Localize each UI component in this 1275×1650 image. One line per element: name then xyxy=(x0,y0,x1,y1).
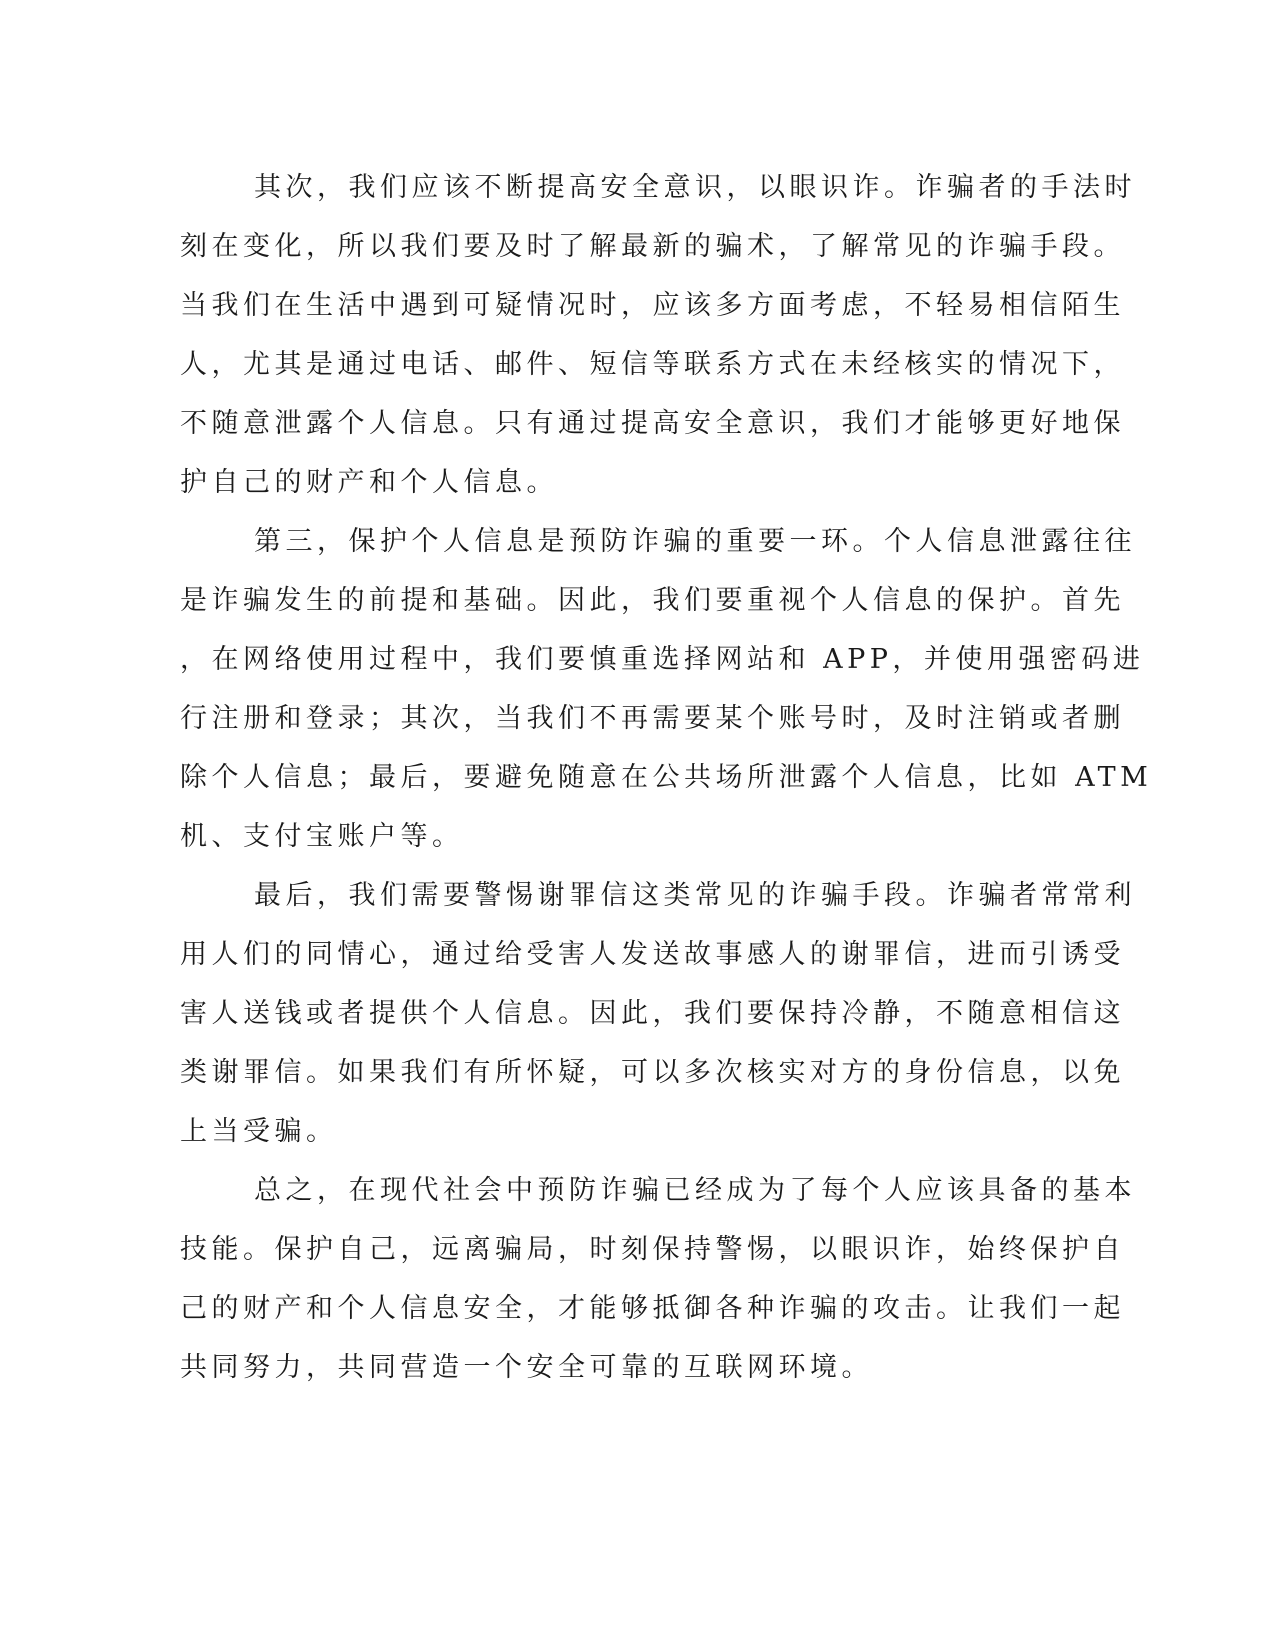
paragraph-1-line-1: 其次，我们应该不断提高安全意识，以眼识诈。诈骗者的手法时 xyxy=(254,172,1136,203)
paragraph-3-line-4: 类谢罪信。如果我们有所怀疑，可以多次核实对方的身份信息，以免 xyxy=(180,1057,1125,1088)
paragraph-1-line-5: 不随意泄露个人信息。只有通过提高安全意识，我们才能够更好地保 xyxy=(180,408,1125,439)
paragraph-4-line-2: 技能。保护自己，远离骗局，时刻保持警惕，以眼识诈，始终保护自 xyxy=(180,1234,1125,1265)
paragraph-3-line-1: 最后，我们需要警惕谢罪信这类常见的诈骗手段。诈骗者常常利 xyxy=(254,880,1136,911)
paragraph-3-line-5: 上当受骗。 xyxy=(180,1116,338,1147)
paragraph-4-line-4: 共同努力，共同营造一个安全可靠的互联网环境。 xyxy=(180,1352,873,1383)
paragraph-4-line-3: 己的财产和个人信息安全，才能够抵御各种诈骗的攻击。让我们一起 xyxy=(180,1293,1125,1324)
paragraph-2-line-6: 机、支付宝账户等。 xyxy=(180,821,464,852)
paragraph-1-line-3: 当我们在生活中遇到可疑情况时，应该多方面考虑，不轻易相信陌生 xyxy=(180,290,1125,321)
paragraph-4-line-1: 总之，在现代社会中预防诈骗已经成为了每个人应该具备的基本 xyxy=(254,1175,1136,1206)
paragraph-2-line-4: 行注册和登录；其次，当我们不再需要某个账号时，及时注销或者删 xyxy=(180,703,1125,734)
paragraph-3-line-3: 害人送钱或者提供个人信息。因此，我们要保持冷静，不随意相信这 xyxy=(180,998,1125,1029)
paragraph-3-line-2: 用人们的同情心，通过给受害人发送故事感人的谢罪信，进而引诱受 xyxy=(180,939,1125,970)
paragraph-1-line-6: 护自己的财产和个人信息。 xyxy=(180,467,558,498)
paragraph-1-line-2: 刻在变化，所以我们要及时了解最新的骗术，了解常见的诈骗手段。 xyxy=(180,231,1125,262)
paragraph-2-line-5: 除个人信息；最后，要避免随意在公共场所泄露个人信息，比如 ATM xyxy=(180,762,1153,793)
paragraph-2-line-2: 是诈骗发生的前提和基础。因此，我们要重视个人信息的保护。首先 xyxy=(180,585,1125,616)
paragraph-1-line-4: 人，尤其是通过电话、邮件、短信等联系方式在未经核实的情况下， xyxy=(180,349,1125,380)
paragraph-2-line-3: ，在网络使用过程中，我们要慎重选择网站和 APP，并使用强密码进 xyxy=(180,644,1145,675)
paragraph-2-line-1: 第三，保护个人信息是预防诈骗的重要一环。个人信息泄露往往 xyxy=(254,526,1136,557)
